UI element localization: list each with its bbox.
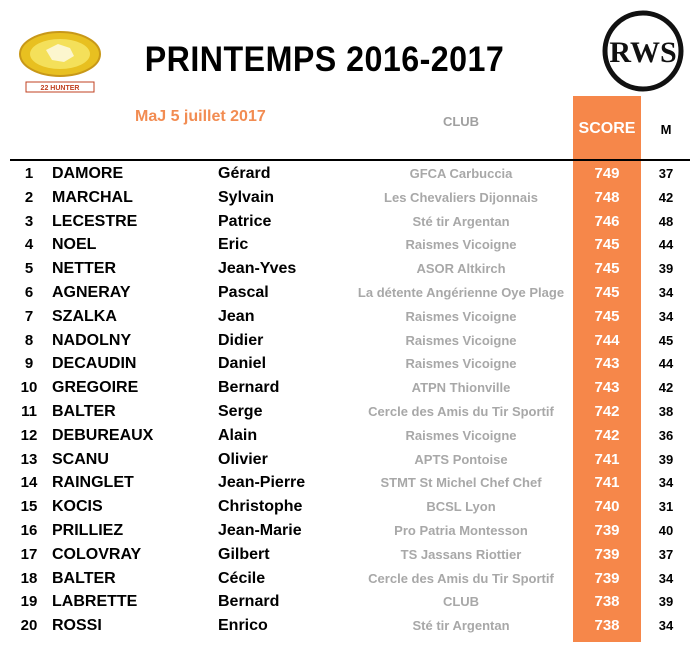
hunter-logo-text: 22 HUNTER (40, 85, 80, 92)
header-divider (10, 159, 690, 161)
rank-cell: 7 (24, 307, 34, 325)
score-cell: 745 (594, 307, 620, 325)
table-row (0, 567, 699, 591)
table-row (0, 590, 699, 614)
club-cell: Cercle des Amis du Tir Sportif (368, 404, 554, 419)
club-cell: Cercle des Amis du Tir Sportif (368, 570, 554, 586)
m-cell: 34 (658, 285, 674, 300)
table-row (0, 162, 699, 186)
rank-cell: 19 (20, 593, 38, 611)
last-name-cell: NETTER (52, 260, 116, 278)
rank-cell: 16 (20, 522, 38, 539)
first-name-cell: Gérard (218, 165, 271, 182)
club-cell: Raismes Vicoigne (405, 332, 517, 348)
club-cell: Raismes Vicoigne (405, 237, 517, 253)
score-cell: 743 (594, 379, 620, 397)
page-title: PRINTEMPS 2016-2017 (144, 40, 505, 79)
m-cell: 40 (658, 523, 674, 538)
club-cell: Raismes Vicoigne (405, 427, 517, 443)
club-cell: ASOR Altkirch (416, 261, 506, 277)
club-cell: La détente Angérienne Oye Plage (357, 285, 565, 300)
table-row (0, 543, 699, 567)
rank-cell: 18 (20, 569, 38, 587)
m-cell: 31 (658, 499, 674, 515)
rank-cell: 9 (24, 355, 34, 373)
table-row (0, 424, 699, 448)
rank-cell: 13 (20, 450, 38, 468)
club-cell: Sté tir Argentan (412, 618, 510, 634)
rank-cell: 6 (24, 284, 34, 301)
rank-cell: 8 (24, 331, 34, 349)
table-row (0, 210, 699, 234)
m-cell: 34 (658, 475, 674, 491)
table-row (0, 257, 699, 281)
m-cell: 36 (658, 427, 674, 443)
club-cell: TS Jassans Riottier (400, 546, 522, 562)
rank-cell: 1 (24, 165, 34, 182)
score-cell: 740 (594, 498, 620, 516)
first-name-cell: Didier (218, 331, 264, 349)
table-row (0, 400, 699, 424)
last-name-cell: NOEL (52, 236, 97, 254)
score-cell: 743 (594, 355, 620, 373)
table-row (0, 448, 699, 472)
score-cell: 745 (594, 236, 620, 254)
first-name-cell: Olivier (218, 450, 268, 468)
m-cell: 44 (658, 237, 674, 253)
m-cell: 48 (658, 213, 674, 229)
last-name-cell: BALTER (52, 403, 116, 420)
table-row (0, 305, 699, 329)
club-cell: APTS Pontoise (414, 451, 508, 467)
first-name-cell: Bernard (218, 593, 280, 611)
rank-cell: 4 (24, 236, 34, 254)
last-name-cell: DECAUDIN (52, 355, 137, 373)
last-name-cell: SZALKA (52, 307, 117, 325)
club-cell: ATPN Thionville (411, 380, 511, 396)
table-row (0, 329, 699, 353)
rws-logo-text: RWS (609, 36, 677, 69)
rank-cell: 15 (20, 498, 38, 516)
last-name-cell: BALTER (52, 569, 116, 587)
last-name-cell: LABRETTE (52, 593, 138, 611)
club-cell: Pro Patria Montesson (394, 523, 528, 538)
score-cell: 739 (594, 569, 620, 587)
score-cell: 742 (594, 403, 620, 420)
m-cell: 34 (658, 570, 674, 586)
m-column-header: M (660, 122, 672, 137)
last-name-cell: KOCIS (52, 498, 103, 516)
rank-cell: 11 (21, 403, 37, 420)
club-cell: BCSL Lyon (426, 499, 496, 515)
first-name-cell: Alain (218, 426, 258, 444)
score-cell: 738 (594, 593, 620, 611)
first-name-cell: Enrico (218, 617, 268, 635)
first-name-cell: Serge (218, 403, 263, 420)
first-name-cell: Jean-Marie (218, 522, 302, 539)
table-row (0, 352, 699, 376)
last-name-cell: LECESTRE (52, 212, 138, 230)
rank-cell: 10 (20, 379, 38, 397)
m-cell: 45 (658, 332, 674, 348)
last-name-cell: AGNERAY (52, 284, 131, 301)
rank-cell: 12 (20, 426, 38, 444)
m-cell: 42 (658, 189, 674, 205)
m-cell: 39 (658, 261, 674, 277)
m-cell: 37 (658, 166, 674, 181)
score-cell: 744 (594, 331, 620, 349)
first-name-cell: Eric (218, 236, 249, 254)
score-cell: 739 (594, 522, 620, 539)
first-name-cell: Gilbert (218, 545, 270, 563)
last-name-cell: DAMORE (52, 165, 124, 182)
m-cell: 42 (658, 380, 674, 396)
first-name-cell: Cécile (218, 569, 266, 587)
score-cell: 745 (594, 260, 620, 278)
club-cell: Raismes Vicoigne (405, 308, 517, 324)
first-name-cell: Jean (218, 307, 255, 325)
club-cell: STMT St Michel Chef Chef (380, 475, 542, 491)
first-name-cell: Sylvain (218, 188, 275, 206)
score-cell: 742 (594, 426, 620, 444)
rank-cell: 2 (24, 188, 34, 206)
score-cell: 745 (594, 284, 620, 301)
table-row (0, 233, 699, 257)
first-name-cell: Pascal (218, 284, 269, 301)
last-name-cell: ROSSI (52, 617, 102, 635)
table-row (0, 376, 699, 400)
rank-cell: 17 (20, 545, 38, 563)
m-cell: 34 (658, 618, 674, 634)
m-cell: 44 (658, 356, 674, 372)
club-cell: Les Chevaliers Dijonnais (384, 189, 538, 205)
last-name-cell: GREGOIRE (52, 379, 139, 397)
table-row (0, 519, 699, 543)
rank-cell: 14 (20, 474, 38, 492)
score-cell: 739 (594, 545, 620, 563)
last-name-cell: SCANU (52, 450, 109, 468)
table-row (0, 495, 699, 519)
score-column-header: SCORE (578, 120, 636, 137)
last-name-cell: MARCHAL (52, 188, 133, 206)
last-name-cell: COLOVRAY (52, 545, 142, 563)
rank-cell: 20 (20, 617, 38, 635)
update-date-label: MaJ 5 juillet 2017 (135, 108, 266, 125)
score-cell: 738 (594, 617, 620, 635)
m-cell: 39 (658, 451, 674, 467)
table-row (0, 471, 699, 495)
table-row (0, 281, 699, 305)
first-name-cell: Jean-Yves (218, 260, 297, 278)
last-name-cell: PRILLIEZ (52, 522, 124, 539)
last-name-cell: RAINGLET (52, 474, 134, 492)
club-column-header: CLUB (442, 114, 480, 129)
club-cell: Sté tir Argentan (412, 213, 510, 229)
score-cell: 748 (594, 188, 620, 206)
club-cell: GFCA Carbuccia (409, 166, 513, 181)
first-name-cell: Patrice (218, 212, 272, 230)
table-row (0, 186, 699, 210)
table-row (0, 614, 699, 638)
score-cell: 749 (594, 165, 620, 182)
first-name-cell: Daniel (218, 355, 267, 373)
last-name-cell: DEBUREAUX (52, 426, 154, 444)
m-cell: 34 (658, 308, 674, 324)
rank-cell: 5 (24, 260, 34, 278)
rank-cell: 3 (24, 212, 34, 230)
score-cell: 741 (594, 474, 620, 492)
club-cell: CLUB (442, 594, 480, 610)
score-cell: 741 (594, 450, 620, 468)
last-name-cell: NADOLNY (52, 331, 132, 349)
first-name-cell: Christophe (218, 498, 303, 516)
m-cell: 38 (658, 404, 674, 419)
score-cell: 746 (594, 212, 620, 230)
m-cell: 37 (658, 546, 674, 562)
first-name-cell: Jean-Pierre (218, 474, 306, 492)
m-cell: 39 (658, 594, 674, 610)
club-cell: Raismes Vicoigne (405, 356, 517, 372)
first-name-cell: Bernard (218, 379, 280, 397)
